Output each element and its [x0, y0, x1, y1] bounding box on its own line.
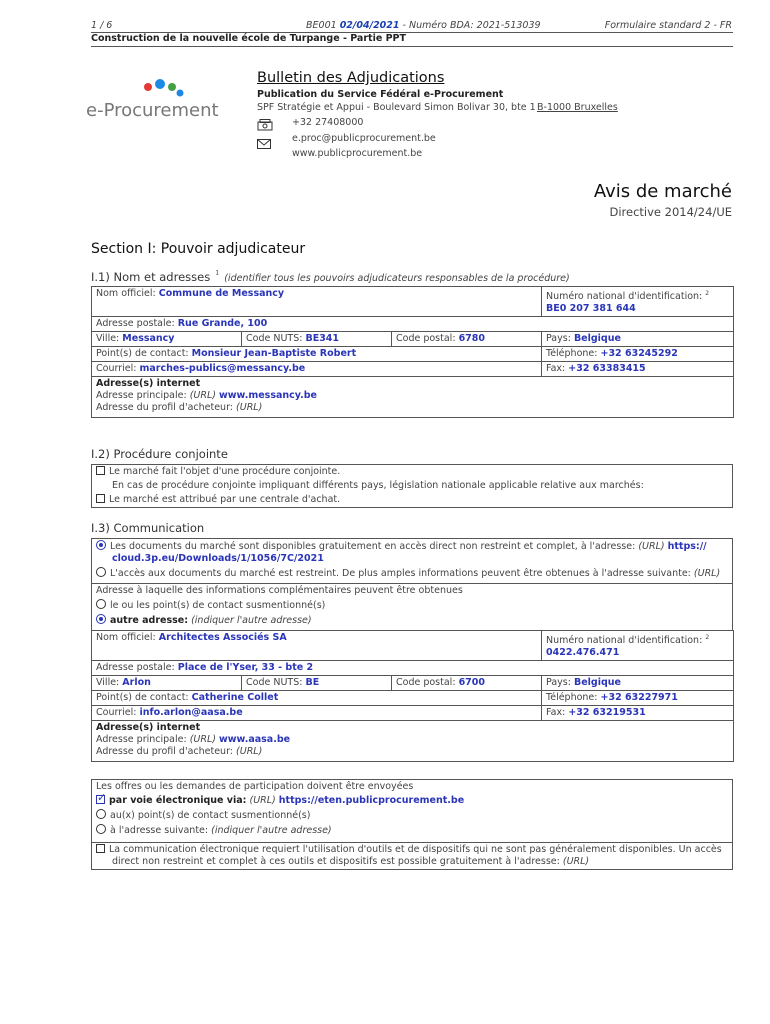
other-internet-title: Adresse(s) internet — [96, 722, 201, 734]
publisher-website[interactable]: www.publicprocurement.be — [292, 148, 423, 159]
other-main-url[interactable]: www.aasa.be — [219, 734, 291, 746]
central-purchasing-checkbox[interactable] — [96, 494, 105, 503]
postal-address: Rue Grande, 100 — [177, 318, 268, 330]
i1-note: (identifier tous les pouvoirs adjudicateurs responsables de la procédure) — [224, 273, 570, 284]
internet-cell: Adresse(s) internet Adresse principale: (URL) www.messancy.be Adresse du profil d'acheteur: (URL) — [92, 377, 734, 418]
other-official-name: Architectes Associés SA — [158, 632, 287, 643]
nuts-cell: Code NUTS: BE341 — [242, 332, 392, 347]
page-number: 1 / 6 — [91, 20, 113, 31]
city-cell: Ville: Messancy — [92, 332, 242, 347]
logo-text: e-Procurement — [86, 100, 219, 121]
contact-cell: Point(s) de contact: Monsieur Jean-Baptiste Robert — [92, 347, 542, 362]
fax: +32 63383415 — [568, 363, 646, 375]
documents-access-box: Les documents du marché sont disponibles gratuitement en accès direct non restreint et complet, à l'adresse: (URL) https:// cloud.3p.eu/Downloads/1/1056/7C/2021 L'accès aux documents du marché est restreint. De plus amples informations peuvent être obtenues à l'adresse suivante: (URL) — [91, 538, 733, 584]
header-rule-bottom — [91, 46, 733, 47]
postal-address-cell: Adresse postale: Rue Grande, 100 — [92, 317, 734, 332]
city: Messancy — [122, 333, 175, 345]
email-cell: Courriel: marches-publics@messancy.be — [92, 362, 542, 377]
electronic-tools-checkbox[interactable] — [96, 844, 105, 853]
main-url[interactable]: www.messancy.be — [219, 390, 317, 402]
publisher-email[interactable]: e.proc@publicprocurement.be — [292, 133, 436, 144]
country: Belgique — [573, 333, 621, 345]
publisher-address: SPF Stratégie et Appui - Boulevard Simon Bolivar 30, bte 1 — [257, 102, 536, 113]
info-address-title: Adresse à laquelle des informations complémentaires peuvent être obtenues — [96, 585, 463, 596]
offers-title: Les offres ou les demandes de participation doivent être envoyées — [96, 781, 414, 792]
documents-restricted-radio[interactable] — [96, 567, 106, 577]
other-country: Belgique — [573, 677, 621, 689]
documents-url[interactable]: https:// cloud.3p.eu/Downloads/1/1056/7C/2021 — [112, 541, 707, 564]
internet-title: Adresse(s) internet — [96, 378, 201, 390]
other-address-table: Nom officiel: Architectes Associés SA Numéro national d'identification: $^2$ 0422.476.471 Adresse postale: Place de l'Yser, 33 - bte 2 Ville: Arlon Code NUTS: BE Code postal: 6700 Pays: Belgique Point(s) de contact: Catherine Collet Téléphone: +32 63227971 Courriel: info.arlon@aasa.be Fax: +32 63219531 Adresse(s) internet Adresse principale: (URL) www.aasa.be Adresse du profil d'acheteur: (URL) — [91, 630, 734, 762]
i1-heading — [91, 266, 570, 285]
publisher-phone: +32 27408000 — [292, 117, 364, 128]
other-fax: +32 63219531 — [568, 707, 646, 719]
i1-title: I.1) Nom et adresses — [91, 270, 211, 284]
bulletin-title: Bulletin des Adjudications — [257, 70, 445, 86]
offers-address-radio[interactable] — [96, 824, 106, 834]
national-id-cell: Numéro national d'identification: $^2$ BE0 207 381 644 — [542, 287, 734, 317]
joint-procedure-note: En cas de procédure conjointe impliquant différents pays, législation nationale applicable relative aux marchés: — [112, 480, 644, 491]
country-cell: Pays: Belgique — [542, 332, 734, 347]
contact-point: Monsieur Jean-Baptiste Robert — [191, 348, 357, 360]
notice-reference — [306, 20, 541, 31]
nuts-code: BE341 — [305, 333, 340, 345]
other-phone: +32 63227971 — [600, 692, 678, 704]
eprocurement-logo — [84, 78, 224, 123]
other-national-id: 0422.476.471 — [546, 647, 620, 659]
postcode: 6780 — [458, 333, 486, 345]
phone: +32 63245292 — [600, 348, 678, 360]
other-contact: Catherine Collet — [191, 692, 279, 704]
phone-cell: Téléphone: +32 63245292 — [542, 347, 734, 362]
other-city: Arlon — [122, 677, 151, 689]
phone-icon — [257, 116, 273, 135]
fax-cell: Fax: +32 63383415 — [542, 362, 734, 377]
joint-procedure-checkbox[interactable] — [96, 466, 105, 475]
official-name-cell: Nom officiel: Commune de Messancy — [92, 287, 542, 317]
documents-free-radio[interactable] — [96, 540, 106, 550]
info-address-box: Adresse à laquelle des informations complémentaires peuvent être obtenues le ou les point(s) de contact susmentionné(s) autre adresse: (indiquer l'autre adresse) — [91, 583, 733, 631]
postcode-cell: Code postal: 6780 — [392, 332, 542, 347]
joint-procedure-box: Le marché fait l'objet d'une procédure conjointe. En cas de procédure conjointe impliquant différents pays, législation nationale applicable relative aux marchés: Le marché est attribué par une centrale d'achat. — [91, 464, 733, 508]
publication-date: 02/04/2021 — [339, 20, 400, 31]
offers-url[interactable]: https://eten.publicprocurement.be — [278, 795, 465, 806]
project-title: Construction de la nouvelle école de Turpange - Partie PPT — [91, 33, 406, 44]
i2-title: I.2) Procédure conjointe — [91, 447, 228, 461]
offers-contact-radio[interactable] — [96, 809, 106, 819]
section-1-title: Section I: Pouvoir adjudicateur — [91, 241, 306, 257]
contracting-authority-table — [91, 286, 734, 418]
form-type: Formulaire standard 2 - FR — [604, 20, 732, 31]
offers-electronic-checkbox[interactable] — [96, 795, 105, 804]
info-contact-radio[interactable] — [96, 599, 106, 609]
other-email[interactable]: info.arlon@aasa.be — [139, 707, 243, 719]
i1-footnote: 1 — [215, 269, 220, 277]
other-postcode: 6700 — [458, 677, 486, 689]
electronic-tools-box: La communication électronique requiert l'utilisation d'outils et de dispositifs qui ne sont pas généralement disponibles. Un accès direct non restreint et complet à ces outils et dispositifs est possible gratuitement à l'adresse: (URL) — [91, 842, 733, 870]
bulletin-subtitle: Publication du Service Fédéral e-Procurement — [257, 89, 504, 100]
national-id: BE0 207 381 644 — [546, 303, 636, 315]
publisher-city: B-1000 Bruxelles — [537, 102, 618, 113]
bda-number: - Numéro BDA: 2021-513039 — [402, 20, 541, 31]
offers-box: Les offres ou les demandes de participation doivent être envoyées ✓par voie électronique via: (URL) https://eten.publicprocurement.be au(x) point(s) de contact susmentionné(s) à l'adresse suivante: (indiquer l'autre adresse) — [91, 779, 733, 843]
email[interactable]: marches-publics@messancy.be — [139, 363, 306, 375]
notice-title: Avis de marché — [593, 181, 732, 202]
other-nuts-code: BE — [305, 677, 320, 689]
mail-icon — [257, 134, 271, 153]
ref-prefix: BE001 — [306, 20, 337, 31]
official-name: Commune de Messancy — [158, 288, 285, 299]
directive: Directive 2014/24/UE — [609, 205, 732, 219]
info-other-radio[interactable] — [96, 614, 106, 624]
other-postal-address: Place de l'Yser, 33 - bte 2 — [177, 662, 314, 674]
i3-title: I.3) Communication — [91, 521, 205, 535]
